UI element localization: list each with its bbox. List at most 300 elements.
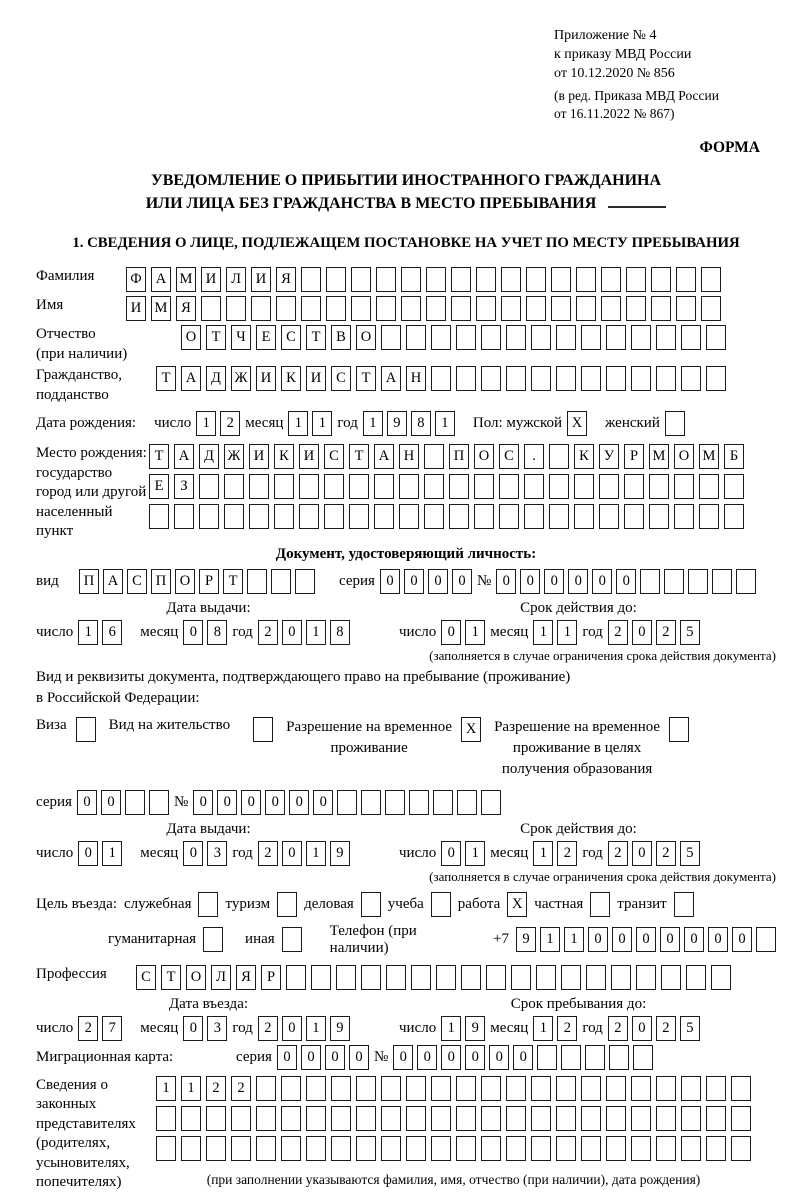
- char-box[interactable]: [226, 296, 246, 321]
- char-box[interactable]: [499, 504, 519, 529]
- char-box[interactable]: [424, 504, 444, 529]
- char-box[interactable]: [633, 1045, 653, 1070]
- char-box[interactable]: [631, 1136, 651, 1161]
- char-box[interactable]: О: [356, 325, 376, 350]
- char-box[interactable]: [436, 965, 456, 990]
- char-box[interactable]: [576, 267, 596, 292]
- char-box[interactable]: [606, 1106, 626, 1131]
- char-box[interactable]: [736, 569, 756, 594]
- char-box[interactable]: [624, 474, 644, 499]
- char-box[interactable]: [251, 296, 271, 321]
- humanitarian-checkbox-cell[interactable]: [203, 927, 223, 952]
- char-box[interactable]: 0: [732, 927, 752, 952]
- char-box[interactable]: [681, 366, 701, 391]
- char-box[interactable]: С: [281, 325, 301, 350]
- char-box[interactable]: 9: [387, 411, 407, 436]
- char-box[interactable]: [526, 296, 546, 321]
- char-box[interactable]: 0: [684, 927, 704, 952]
- char-box[interactable]: [256, 1106, 276, 1131]
- char-box[interactable]: Т: [223, 569, 243, 594]
- char-box[interactable]: [506, 1106, 526, 1131]
- char-box[interactable]: [306, 1076, 326, 1101]
- char-box[interactable]: [574, 504, 594, 529]
- char-box[interactable]: [231, 1136, 251, 1161]
- char-box[interactable]: [581, 1076, 601, 1101]
- char-box[interactable]: А: [374, 444, 394, 469]
- char-box[interactable]: 0: [265, 790, 285, 815]
- char-box[interactable]: [461, 965, 481, 990]
- char-box[interactable]: 0: [282, 841, 302, 866]
- char-box[interactable]: [724, 504, 744, 529]
- char-box[interactable]: [524, 504, 544, 529]
- char-box[interactable]: 1: [181, 1076, 201, 1101]
- char-box[interactable]: 8: [207, 620, 227, 645]
- char-box[interactable]: П: [79, 569, 99, 594]
- char-box[interactable]: [481, 1136, 501, 1161]
- char-box[interactable]: [531, 1106, 551, 1131]
- char-box[interactable]: 0: [325, 1045, 345, 1070]
- char-box[interactable]: [506, 1076, 526, 1101]
- char-box[interactable]: Е: [256, 325, 276, 350]
- char-box[interactable]: [125, 790, 145, 815]
- char-box[interactable]: [649, 474, 669, 499]
- char-box[interactable]: [706, 1076, 726, 1101]
- char-box[interactable]: [385, 790, 405, 815]
- char-box[interactable]: 0: [441, 620, 461, 645]
- char-box[interactable]: 1: [312, 411, 332, 436]
- char-box[interactable]: 3: [207, 1016, 227, 1041]
- char-box[interactable]: О: [674, 444, 694, 469]
- char-box[interactable]: [206, 1136, 226, 1161]
- char-box[interactable]: [631, 325, 651, 350]
- char-box[interactable]: [231, 1106, 251, 1131]
- char-box[interactable]: [336, 965, 356, 990]
- char-box[interactable]: С: [499, 444, 519, 469]
- char-box[interactable]: О: [474, 444, 494, 469]
- private-checkbox-cell[interactable]: [590, 892, 610, 917]
- char-box[interactable]: И: [299, 444, 319, 469]
- char-box[interactable]: [249, 474, 269, 499]
- char-box[interactable]: 1: [533, 620, 553, 645]
- char-box[interactable]: 0: [313, 790, 333, 815]
- char-box[interactable]: [486, 965, 506, 990]
- char-box[interactable]: [706, 325, 726, 350]
- char-box[interactable]: 0: [282, 1016, 302, 1041]
- char-box[interactable]: [474, 504, 494, 529]
- char-box[interactable]: [431, 1136, 451, 1161]
- char-box[interactable]: [537, 1045, 557, 1070]
- char-box[interactable]: А: [381, 366, 401, 391]
- char-box[interactable]: [281, 1076, 301, 1101]
- char-box[interactable]: 1: [306, 620, 326, 645]
- char-box[interactable]: [481, 366, 501, 391]
- char-box[interactable]: [606, 325, 626, 350]
- char-box[interactable]: [599, 474, 619, 499]
- char-box[interactable]: 0: [632, 1016, 652, 1041]
- char-box[interactable]: [206, 1106, 226, 1131]
- tourism-checkbox-cell[interactable]: [277, 892, 297, 917]
- char-box[interactable]: [281, 1136, 301, 1161]
- char-box[interactable]: [606, 1136, 626, 1161]
- char-box[interactable]: [326, 296, 346, 321]
- char-box[interactable]: [224, 504, 244, 529]
- char-box[interactable]: 2: [608, 841, 628, 866]
- char-box[interactable]: 0: [77, 790, 97, 815]
- char-box[interactable]: 9: [330, 1016, 350, 1041]
- char-box[interactable]: [181, 1136, 201, 1161]
- char-box[interactable]: [481, 790, 501, 815]
- char-box[interactable]: [426, 296, 446, 321]
- char-box[interactable]: [664, 569, 684, 594]
- char-box[interactable]: 5: [680, 620, 700, 645]
- char-box[interactable]: [626, 296, 646, 321]
- char-box[interactable]: [531, 366, 551, 391]
- char-box[interactable]: Н: [399, 444, 419, 469]
- char-box[interactable]: [656, 1106, 676, 1131]
- char-box[interactable]: [711, 965, 731, 990]
- char-box[interactable]: [381, 1106, 401, 1131]
- char-box[interactable]: 0: [217, 790, 237, 815]
- char-box[interactable]: 8: [330, 620, 350, 645]
- char-box[interactable]: [456, 1136, 476, 1161]
- char-box[interactable]: П: [449, 444, 469, 469]
- char-box[interactable]: Л: [211, 965, 231, 990]
- char-box[interactable]: [661, 965, 681, 990]
- char-box[interactable]: [374, 504, 394, 529]
- char-box[interactable]: И: [201, 267, 221, 292]
- char-box[interactable]: Я: [276, 267, 296, 292]
- temp-residence-checkbox-cell[interactable]: X: [461, 717, 481, 742]
- char-box[interactable]: Т: [156, 366, 176, 391]
- char-box[interactable]: [561, 1045, 581, 1070]
- char-box[interactable]: 0: [612, 927, 632, 952]
- char-box[interactable]: [681, 1076, 701, 1101]
- char-box[interactable]: [201, 296, 221, 321]
- female-checkbox-cell[interactable]: [665, 411, 685, 436]
- char-box[interactable]: [556, 1136, 576, 1161]
- char-box[interactable]: 0: [349, 1045, 369, 1070]
- char-box[interactable]: О: [181, 325, 201, 350]
- char-box[interactable]: [361, 790, 381, 815]
- char-box[interactable]: [585, 1045, 605, 1070]
- char-box[interactable]: [156, 1106, 176, 1131]
- char-box[interactable]: 8: [411, 411, 431, 436]
- char-box[interactable]: [586, 965, 606, 990]
- char-box[interactable]: С: [136, 965, 156, 990]
- char-box[interactable]: 2: [206, 1076, 226, 1101]
- char-box[interactable]: [376, 296, 396, 321]
- char-box[interactable]: 1: [288, 411, 308, 436]
- char-box[interactable]: Д: [206, 366, 226, 391]
- char-box[interactable]: [199, 504, 219, 529]
- char-box[interactable]: [401, 296, 421, 321]
- char-box[interactable]: Ж: [224, 444, 244, 469]
- char-box[interactable]: 1: [363, 411, 383, 436]
- char-box[interactable]: [311, 965, 331, 990]
- char-box[interactable]: Р: [624, 444, 644, 469]
- char-box[interactable]: [676, 296, 696, 321]
- char-box[interactable]: 1: [441, 1016, 461, 1041]
- other-purpose-checkbox-cell[interactable]: [282, 927, 302, 952]
- char-box[interactable]: [456, 325, 476, 350]
- char-box[interactable]: 5: [680, 1016, 700, 1041]
- char-box[interactable]: [326, 267, 346, 292]
- char-box[interactable]: [731, 1136, 751, 1161]
- char-box[interactable]: Я: [236, 965, 256, 990]
- char-box[interactable]: [506, 1136, 526, 1161]
- char-box[interactable]: [449, 474, 469, 499]
- char-box[interactable]: [431, 325, 451, 350]
- char-box[interactable]: [361, 965, 381, 990]
- official-checkbox-cell[interactable]: [198, 892, 218, 917]
- char-box[interactable]: [688, 569, 708, 594]
- char-box[interactable]: [549, 444, 569, 469]
- char-box[interactable]: [286, 965, 306, 990]
- char-box[interactable]: [431, 366, 451, 391]
- char-box[interactable]: 0: [632, 841, 652, 866]
- char-box[interactable]: Б: [724, 444, 744, 469]
- char-box[interactable]: [324, 504, 344, 529]
- char-box[interactable]: [256, 1076, 276, 1101]
- char-box[interactable]: 9: [516, 927, 536, 952]
- char-box[interactable]: [271, 569, 291, 594]
- study-checkbox-cell[interactable]: [431, 892, 451, 917]
- char-box[interactable]: М: [176, 267, 196, 292]
- char-box[interactable]: Ч: [231, 325, 251, 350]
- residence-permit-checkbox-cell[interactable]: [253, 717, 273, 742]
- male-checkbox-cell[interactable]: X: [567, 411, 587, 436]
- char-box[interactable]: [299, 504, 319, 529]
- char-box[interactable]: 0: [616, 569, 636, 594]
- char-box[interactable]: [411, 965, 431, 990]
- char-box[interactable]: 1: [196, 411, 216, 436]
- char-box[interactable]: [531, 1076, 551, 1101]
- char-box[interactable]: 2: [656, 841, 676, 866]
- char-box[interactable]: [501, 267, 521, 292]
- char-box[interactable]: И: [126, 296, 146, 321]
- char-box[interactable]: [599, 504, 619, 529]
- char-box[interactable]: [274, 504, 294, 529]
- char-box[interactable]: А: [151, 267, 171, 292]
- char-box[interactable]: Ж: [231, 366, 251, 391]
- char-box[interactable]: С: [331, 366, 351, 391]
- char-box[interactable]: [174, 504, 194, 529]
- char-box[interactable]: 2: [656, 620, 676, 645]
- char-box[interactable]: Я: [176, 296, 196, 321]
- char-box[interactable]: 2: [608, 620, 628, 645]
- char-box[interactable]: [331, 1076, 351, 1101]
- char-box[interactable]: Р: [199, 569, 219, 594]
- char-box[interactable]: [601, 267, 621, 292]
- char-box[interactable]: 1: [306, 841, 326, 866]
- char-box[interactable]: [356, 1136, 376, 1161]
- char-box[interactable]: [224, 474, 244, 499]
- char-box[interactable]: 0: [513, 1045, 533, 1070]
- char-box[interactable]: [681, 325, 701, 350]
- char-box[interactable]: [481, 1106, 501, 1131]
- char-box[interactable]: [631, 366, 651, 391]
- char-box[interactable]: Ф: [126, 267, 146, 292]
- char-box[interactable]: [499, 474, 519, 499]
- char-box[interactable]: [351, 296, 371, 321]
- char-box[interactable]: 0: [78, 841, 98, 866]
- char-box[interactable]: А: [174, 444, 194, 469]
- char-box[interactable]: [381, 1136, 401, 1161]
- char-box[interactable]: 6: [102, 620, 122, 645]
- char-box[interactable]: [306, 1136, 326, 1161]
- char-box[interactable]: 0: [632, 620, 652, 645]
- char-box[interactable]: [433, 790, 453, 815]
- char-box[interactable]: [149, 504, 169, 529]
- char-box[interactable]: [456, 366, 476, 391]
- business-checkbox-cell[interactable]: [361, 892, 381, 917]
- char-box[interactable]: [656, 366, 676, 391]
- char-box[interactable]: М: [151, 296, 171, 321]
- char-box[interactable]: 0: [183, 1016, 203, 1041]
- char-box[interactable]: [406, 1076, 426, 1101]
- char-box[interactable]: [406, 325, 426, 350]
- char-box[interactable]: [376, 267, 396, 292]
- char-box[interactable]: [406, 1106, 426, 1131]
- visa-checkbox-cell[interactable]: [76, 717, 96, 742]
- char-box[interactable]: 2: [258, 620, 278, 645]
- char-box[interactable]: [374, 474, 394, 499]
- char-box[interactable]: 3: [207, 841, 227, 866]
- char-box[interactable]: [409, 790, 429, 815]
- char-box[interactable]: 2: [220, 411, 240, 436]
- char-box[interactable]: С: [127, 569, 147, 594]
- char-box[interactable]: [706, 1136, 726, 1161]
- char-box[interactable]: 0: [489, 1045, 509, 1070]
- char-box[interactable]: [299, 474, 319, 499]
- char-box[interactable]: 0: [393, 1045, 413, 1070]
- char-box[interactable]: [511, 965, 531, 990]
- char-box[interactable]: 0: [636, 927, 656, 952]
- char-box[interactable]: [649, 504, 669, 529]
- char-box[interactable]: 1: [557, 620, 577, 645]
- char-box[interactable]: 9: [465, 1016, 485, 1041]
- char-box[interactable]: [337, 790, 357, 815]
- char-box[interactable]: Д: [199, 444, 219, 469]
- char-box[interactable]: 2: [231, 1076, 251, 1101]
- char-box[interactable]: [276, 296, 296, 321]
- char-box[interactable]: 0: [282, 620, 302, 645]
- char-box[interactable]: Т: [206, 325, 226, 350]
- char-box[interactable]: 0: [289, 790, 309, 815]
- char-box[interactable]: П: [151, 569, 171, 594]
- char-box[interactable]: Т: [356, 366, 376, 391]
- char-box[interactable]: 1: [78, 620, 98, 645]
- char-box[interactable]: [651, 296, 671, 321]
- char-box[interactable]: .: [524, 444, 544, 469]
- char-box[interactable]: [249, 504, 269, 529]
- char-box[interactable]: [706, 1106, 726, 1131]
- char-box[interactable]: [656, 1136, 676, 1161]
- char-box[interactable]: [701, 296, 721, 321]
- char-box[interactable]: [476, 267, 496, 292]
- char-box[interactable]: [686, 965, 706, 990]
- char-box[interactable]: 2: [656, 1016, 676, 1041]
- char-box[interactable]: [656, 1076, 676, 1101]
- char-box[interactable]: И: [249, 444, 269, 469]
- char-box[interactable]: 0: [101, 790, 121, 815]
- char-box[interactable]: 0: [417, 1045, 437, 1070]
- char-box[interactable]: К: [274, 444, 294, 469]
- char-box[interactable]: [351, 267, 371, 292]
- char-box[interactable]: [356, 1076, 376, 1101]
- char-box[interactable]: [349, 474, 369, 499]
- char-box[interactable]: Р: [261, 965, 281, 990]
- char-box[interactable]: 2: [78, 1016, 98, 1041]
- char-box[interactable]: [456, 1076, 476, 1101]
- char-box[interactable]: 0: [183, 841, 203, 866]
- char-box[interactable]: [424, 474, 444, 499]
- char-box[interactable]: 0: [301, 1045, 321, 1070]
- char-box[interactable]: [549, 504, 569, 529]
- char-box[interactable]: В: [331, 325, 351, 350]
- char-box[interactable]: [526, 267, 546, 292]
- char-box[interactable]: 5: [680, 841, 700, 866]
- char-box[interactable]: 0: [568, 569, 588, 594]
- char-box[interactable]: 2: [557, 1016, 577, 1041]
- char-box[interactable]: [581, 366, 601, 391]
- char-box[interactable]: Т: [161, 965, 181, 990]
- char-box[interactable]: [551, 267, 571, 292]
- char-box[interactable]: [401, 267, 421, 292]
- char-box[interactable]: 1: [306, 1016, 326, 1041]
- char-box[interactable]: [501, 296, 521, 321]
- char-box[interactable]: [536, 965, 556, 990]
- char-box[interactable]: 1: [156, 1076, 176, 1101]
- char-box[interactable]: К: [281, 366, 301, 391]
- char-box[interactable]: Т: [149, 444, 169, 469]
- char-box[interactable]: 1: [533, 1016, 553, 1041]
- char-box[interactable]: 0: [183, 620, 203, 645]
- char-box[interactable]: 1: [540, 927, 560, 952]
- char-box[interactable]: О: [186, 965, 206, 990]
- char-box[interactable]: [256, 1136, 276, 1161]
- temp-residence-education-checkbox-cell[interactable]: [669, 717, 689, 742]
- char-box[interactable]: [651, 267, 671, 292]
- char-box[interactable]: [712, 569, 732, 594]
- char-box[interactable]: [731, 1076, 751, 1101]
- char-box[interactable]: 0: [660, 927, 680, 952]
- char-box[interactable]: [331, 1106, 351, 1131]
- char-box[interactable]: [356, 1106, 376, 1131]
- char-box[interactable]: [295, 569, 315, 594]
- char-box[interactable]: Т: [349, 444, 369, 469]
- work-checkbox-cell[interactable]: X: [507, 892, 527, 917]
- char-box[interactable]: [149, 790, 169, 815]
- char-box[interactable]: 0: [544, 569, 564, 594]
- char-box[interactable]: 0: [708, 927, 728, 952]
- char-box[interactable]: [306, 1106, 326, 1131]
- char-box[interactable]: [324, 474, 344, 499]
- char-box[interactable]: [556, 366, 576, 391]
- char-box[interactable]: [609, 1045, 629, 1070]
- char-box[interactable]: [606, 366, 626, 391]
- char-box[interactable]: [386, 965, 406, 990]
- char-box[interactable]: 0: [592, 569, 612, 594]
- char-box[interactable]: 1: [533, 841, 553, 866]
- char-box[interactable]: 0: [588, 927, 608, 952]
- char-box[interactable]: 0: [452, 569, 472, 594]
- char-box[interactable]: [556, 1106, 576, 1131]
- char-box[interactable]: [449, 504, 469, 529]
- char-box[interactable]: [426, 267, 446, 292]
- char-box[interactable]: [474, 474, 494, 499]
- char-box[interactable]: М: [649, 444, 669, 469]
